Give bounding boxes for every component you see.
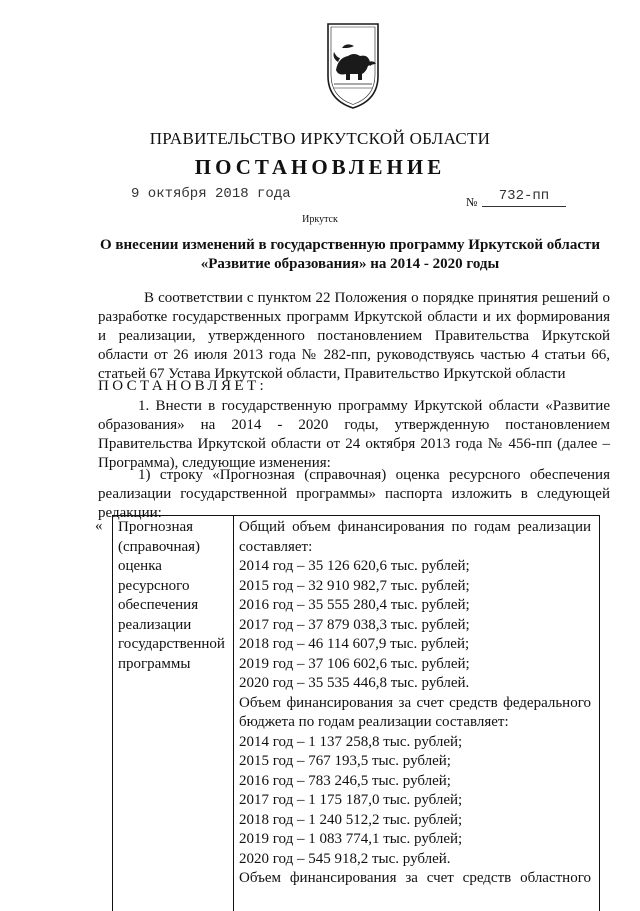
document-type-heading: ПОСТАНОВЛЕНИЕ — [194, 155, 446, 179]
preamble-paragraph: В соответствии с пунктом 22 Положения о порядке принятия решений о разработке государственных программ Иркутской области и их формирования и реализации, утвержденного постановлением Правительства Иркутской области от 26 июля 2013 года № 282-пп, руководствуясь частью 4 статьи 66, статьей 67 Устава Иркутской области, Правительство Иркутской области — [98, 290, 610, 382]
label-line: государственной — [118, 636, 225, 652]
federal-funding-row: 2015 год – 767 193,5 тыс. рублей; — [239, 753, 451, 769]
item-1-1-paragraph: 1) строку «Прогнозная (справочная) оценка ресурсного обеспечения реализации государственной программы» паспорта изложить в следующей редакции: — [98, 467, 610, 521]
item-1-paragraph: 1. Внести в государственную программу Иркутской области «Развитие образования» на 2014 - 2020 годы, утвержденную постановлением Правительства Иркутской области от 24 октября 2013 года № 456-пп (далее – Программа), следующие изменения: — [98, 398, 610, 471]
city-name: Иркутск — [302, 214, 338, 225]
federal-funding-row: 2017 год – 1 175 187,0 тыс. рублей; — [239, 792, 463, 808]
table-row-label — [118, 518, 230, 674]
federal-funding-row: 2019 год – 1 083 774,1 тыс. рублей; — [239, 831, 463, 847]
federal-funding-row: 2020 год – 545 918,2 тыс. рублей. — [239, 850, 451, 867]
total-funding-row: 2018 год – 46 114 607,9 тыс. рублей; — [239, 636, 470, 652]
decree-date: 9 октября 2018 года — [131, 186, 291, 202]
total-funding-row: 2019 год – 37 106 602,6 тыс. рублей; — [239, 655, 470, 672]
total-funding-row: 2014 год – 35 126 620,6 тыс. рублей; — [239, 558, 470, 574]
label-line: Прогнозная — [118, 519, 194, 535]
total-funding-row: 2017 год – 37 879 038,3 тыс. рублей; — [239, 616, 470, 633]
federal-funding-row: 2016 год – 783 246,5 тыс. рублей; — [239, 772, 451, 789]
label-line: обеспечения — [118, 597, 199, 613]
table-row-value — [239, 518, 591, 889]
table-column-divider — [233, 516, 234, 911]
decree-title — [90, 236, 610, 274]
regional-funding-heading: Объем финансирования за счет средств областного — [239, 870, 591, 886]
total-funding-heading: Общий объем финансирования по годам реализации составляет: — [239, 519, 591, 555]
label-line: реализации — [118, 616, 192, 633]
federal-funding-row: 2014 год – 1 137 258,8 тыс. рублей; — [239, 733, 463, 750]
title-line-1: О внесении изменений в государственную программу Иркутской области — [99, 237, 601, 253]
resolve-heading: ПОСТАНОВЛЯЕТ: — [98, 378, 268, 394]
total-funding-row: 2020 год – 35 535 446,8 тыс. рублей. — [239, 675, 470, 691]
label-line: оценка — [118, 558, 162, 574]
label-line: ресурсного — [118, 577, 190, 594]
total-funding-row: 2016 год – 35 555 280,4 тыс. рублей; — [239, 597, 470, 613]
funding-table — [112, 515, 600, 911]
label-line: (справочная) — [118, 538, 201, 555]
label-line: программы — [118, 655, 191, 672]
federal-funding-heading: Объем финансирования за счет средств федерального бюджета по годам реализации составляет: — [239, 694, 591, 730]
decree-number: 732-пп — [482, 188, 566, 207]
number-sign: № — [466, 195, 478, 209]
federal-funding-row: 2018 год – 1 240 512,2 тыс. рублей; — [239, 811, 463, 828]
open-quote-mark: « — [95, 518, 103, 534]
coat-of-arms-icon — [324, 18, 382, 112]
total-funding-row: 2015 год – 32 910 982,7 тыс. рублей; — [239, 577, 470, 594]
government-name: ПРАВИТЕЛЬСТВО ИРКУТСКОЙ ОБЛАСТИ — [149, 129, 491, 148]
title-line-2: «Развитие образования» на 2014 - 2020 годы — [200, 256, 500, 272]
